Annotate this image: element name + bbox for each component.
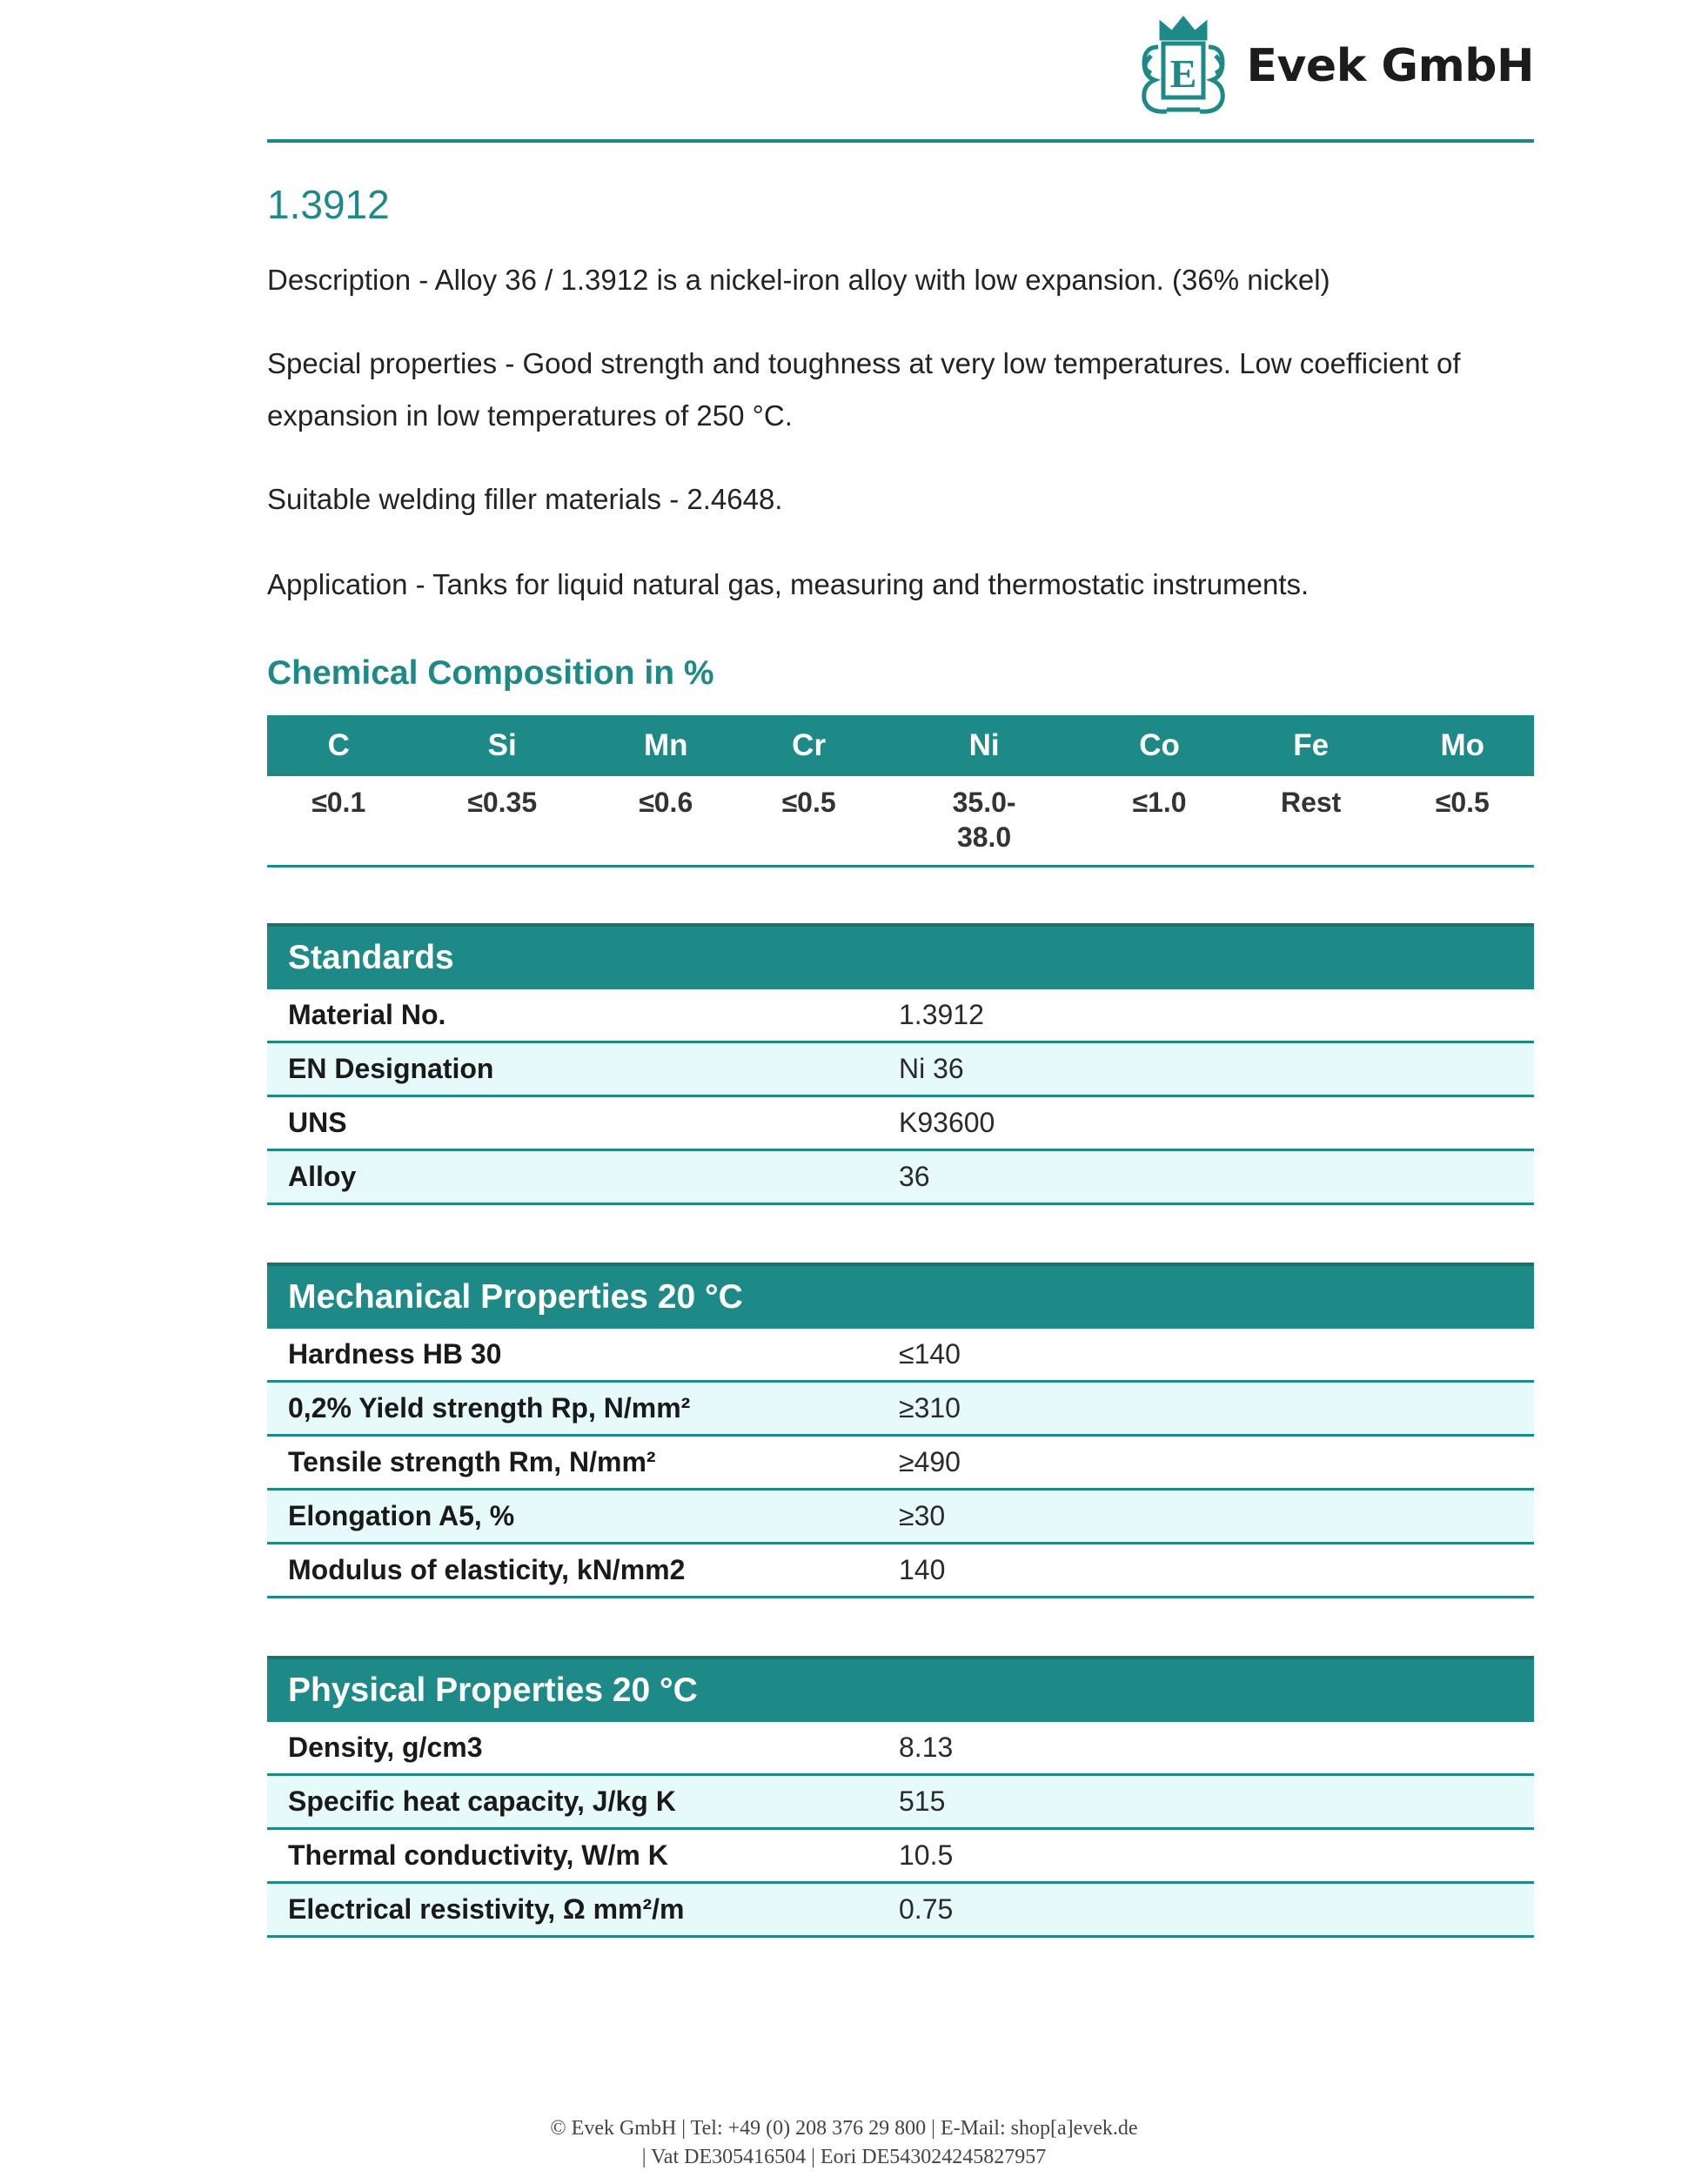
footer-tax-line: | Vat DE305416504 | Eori DE543024245827957: [641, 2146, 1047, 2168]
row-label: Electrical resistivity, Ω mm²/m: [267, 1883, 899, 1937]
element-value: Rest: [1280, 787, 1342, 818]
application-paragraph: Application - Tanks for liquid natural gas, measuring and thermostatic instruments.: [267, 568, 1310, 600]
row-value: ≤140: [899, 1329, 1534, 1382]
row-label: Alloy: [267, 1150, 899, 1204]
element-value: ≤0.1: [311, 787, 366, 818]
row-label: EN Designation: [267, 1042, 899, 1096]
row-value: K93600: [899, 1096, 1534, 1150]
logo-letter: E: [1169, 51, 1196, 96]
row-label: Material No.: [267, 989, 899, 1042]
header-divider: [267, 139, 1534, 143]
table-row: [267, 1829, 1534, 1883]
composition-header-row: [267, 715, 1534, 776]
table-row: [267, 1722, 1534, 1775]
table-row: [267, 1096, 1534, 1150]
row-label: UNS: [267, 1096, 899, 1150]
row-value: ≥490: [899, 1436, 1534, 1490]
element-value: ≤0.35: [467, 787, 538, 818]
row-value: Ni 36: [899, 1042, 1534, 1096]
row-value: 515: [899, 1775, 1534, 1829]
company-logo: [1132, 12, 1534, 120]
element-value: ≤0.6: [639, 787, 693, 818]
row-label: Modulus of elasticity, kN/mm2: [267, 1544, 899, 1598]
special-properties-paragraph: Special properties - Good strength and toughness at very low temperatures. Low coefficient of expansion in low temperatures of 250 °C.: [267, 347, 1461, 432]
element-header: C: [267, 715, 410, 776]
element-header: Si: [410, 715, 594, 776]
row-value: 1.3912: [899, 989, 1534, 1042]
element-value-cell: [881, 776, 1088, 867]
row-label: Hardness HB 30: [267, 1329, 899, 1382]
material-title: 1.3912: [267, 182, 390, 227]
row-value: 0.75: [899, 1883, 1534, 1937]
physical-heading: Physical Properties 20 °C: [267, 1658, 1534, 1722]
table-row: [267, 989, 1534, 1042]
element-header: Ni: [881, 715, 1088, 776]
table-row: [267, 1544, 1534, 1598]
element-header: Cr: [737, 715, 880, 776]
composition-table: [267, 715, 1534, 868]
page-footer: [0, 2114, 1688, 2172]
table-row: [267, 1490, 1534, 1544]
row-value: 8.13: [899, 1722, 1534, 1775]
composition-heading: Chemical Composition in %: [267, 654, 714, 692]
standards-heading: Standards: [267, 925, 1534, 989]
table-row: [267, 1775, 1534, 1829]
element-value: ≤0.5: [781, 787, 836, 818]
composition-value-row: [267, 776, 1534, 867]
element-header: Mo: [1391, 715, 1534, 776]
row-label: Tensile strength Rm, N/mm²: [267, 1436, 899, 1490]
physical-properties-table: [267, 1656, 1534, 1938]
standards-table: [267, 923, 1534, 1205]
company-name: Evek GmbH: [1246, 40, 1534, 92]
element-header: Mn: [594, 715, 737, 776]
description-paragraph: Description - Alloy 36 / 1.3912 is a nickel-iron alloy with low expansion. (36% nickel): [267, 264, 1330, 296]
row-value: 36: [899, 1150, 1534, 1204]
row-label: 0,2% Yield strength Rp, N/mm²: [267, 1382, 899, 1436]
row-label: Elongation A5, %: [267, 1490, 899, 1544]
element-value: ≤1.0: [1132, 787, 1187, 818]
row-value: ≥30: [899, 1490, 1534, 1544]
row-label: Specific heat capacity, J/kg K: [267, 1775, 899, 1829]
element-header: Fe: [1231, 715, 1391, 776]
footer-contact-line: © Evek GmbH | Tel: +49 (0) 208 376 29 800 | E-Mail: shop[a]evek.de: [550, 2117, 1138, 2140]
table-row: [267, 1150, 1534, 1204]
element-value: 35.0-38.0: [952, 787, 1016, 853]
element-value: ≤0.5: [1435, 787, 1490, 818]
table-row: [267, 1883, 1534, 1937]
element-header: Co: [1088, 715, 1230, 776]
row-value: 10.5: [899, 1829, 1534, 1883]
table-row: [267, 1042, 1534, 1096]
table-row: [267, 1436, 1534, 1490]
row-label: Thermal conductivity, W/m K: [267, 1829, 899, 1883]
document-page: [267, 0, 1534, 1938]
crest-icon: [1132, 12, 1235, 120]
row-value: ≥310: [899, 1382, 1534, 1436]
table-row: [267, 1382, 1534, 1436]
mechanical-properties-table: [267, 1263, 1534, 1598]
row-label: Density, g/cm3: [267, 1722, 899, 1775]
table-row: [267, 1329, 1534, 1382]
mechanical-heading: Mechanical Properties 20 °C: [267, 1264, 1534, 1329]
welding-filler-paragraph: Suitable welding filler materials - 2.4648.: [267, 483, 783, 515]
page-header: [267, 0, 1534, 143]
row-value: 140: [899, 1544, 1534, 1598]
